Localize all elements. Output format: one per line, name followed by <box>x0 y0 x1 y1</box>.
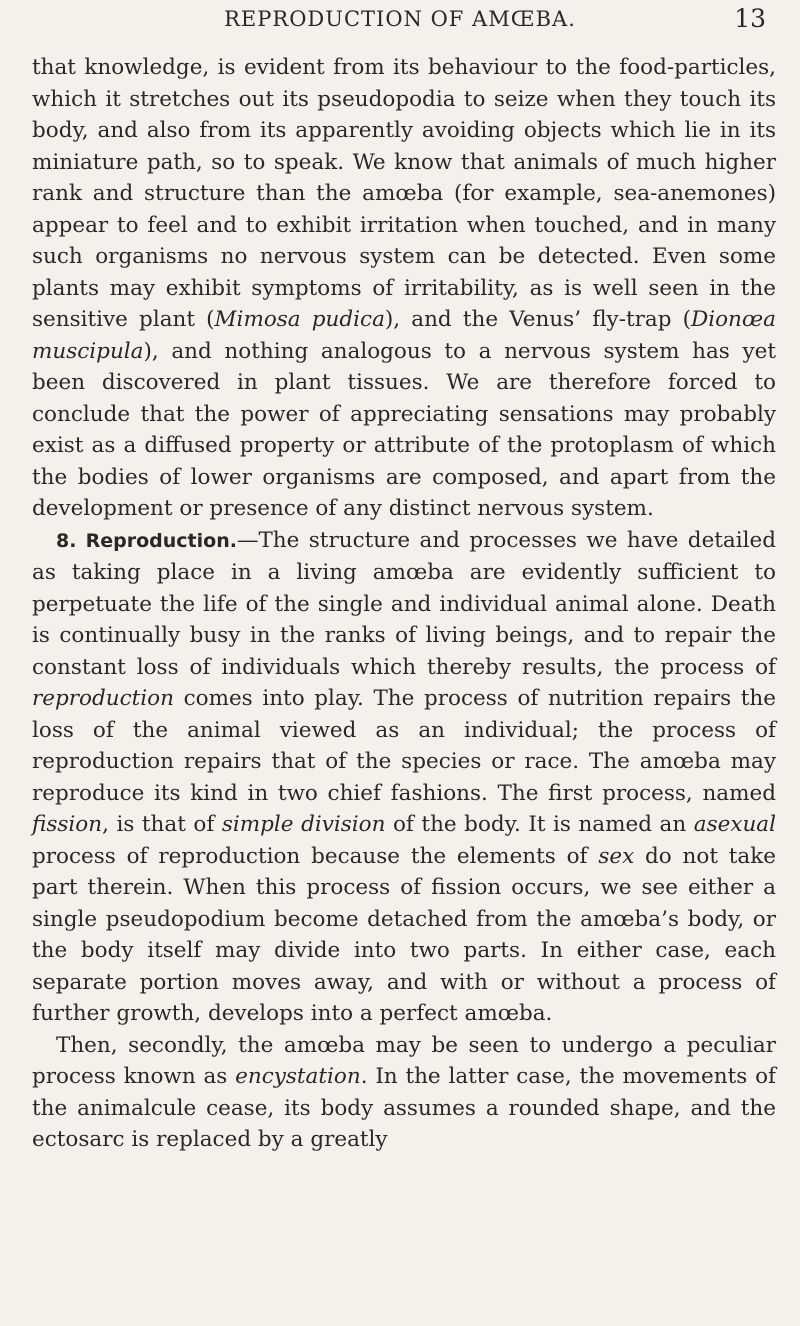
text-run: comes into play. The process of nutrition repairs the loss of the animal viewed as an individual; the process of reproduction repairs that of the species or race. The amœba may reproduce its kind in two chief fashions. The first process, named <box>32 686 776 806</box>
italic-term: asexual <box>693 812 776 837</box>
text-run: ), and the Venus’ fly-trap ( <box>384 307 691 332</box>
paragraph-reproduction <box>32 525 776 1030</box>
text-run: —The structure and processes we have detailed as taking place in a living amœba are evidently sufficient to perpetuate the life of the single and individual animal alone. Death is continually busy in the ranks of living beings, and to repair the constant loss of individuals which thereby results, the process of <box>32 527 776 680</box>
body-text <box>32 52 776 1156</box>
text-run: . In the latter case, the movements of the animalcule cease, its body assumes a rounded shape, and the ectosarc is replaced by a greatly <box>32 1064 776 1152</box>
italic-term: sex <box>598 843 635 869</box>
text-run: Then, secondly, the amœba may be seen to undergo a peculiar process known as <box>32 1032 776 1089</box>
paragraph-irritability <box>32 52 776 525</box>
text-run: ), and nothing analogous to a nervous system has yet been discovered in plant tissues. We are therefore forced to conclude that the power of appreciating sensations may probably exist as a diffused property or attribute of the protoplasm of which the bodies of lower organisms are composed, and apart from the development or presence of any distinct nervous system. <box>32 338 776 521</box>
italic-term: reproduction <box>32 686 174 711</box>
italic-term: simple division <box>221 812 386 837</box>
paragraph-encystation <box>32 1030 776 1156</box>
italic-term: Dionœa muscipula <box>32 307 776 364</box>
italic-term: Mimosa pudica <box>214 307 385 332</box>
text-run: do not take part therein. When this process of fission occurs, we see either a single pseudopodium become detached from the amœba’s body, or the body itself may divide into two parts. In either case, each separate portion moves away, and with or without a process of further growth, develops into a perfect amœba. <box>32 843 776 1026</box>
section-heading: 8. Reproduction. <box>56 529 237 552</box>
italic-term: fission <box>32 812 103 837</box>
running-title: REPRODUCTION OF AMŒBA. <box>224 7 576 31</box>
text-run: of the body. It is named an <box>385 812 694 837</box>
text-run: process of reproduction because the elements of <box>32 843 599 869</box>
text-run: , is that of <box>102 812 222 837</box>
page-number: 13 <box>734 4 766 33</box>
page-header <box>0 4 800 34</box>
italic-term: encystation <box>235 1064 361 1089</box>
text-run: that knowledge, is evident from its behaviour to the food-particles, which it stretches out its pseudopodia to seize when they touch its body, and also from its apparently avoiding objects which lie in its miniature path, so to speak. We know that animals of much higher rank and structure than the amœba (for example, sea-anemones) appear to feel and to exhibit irritation when touched, and in many such organisms no nervous system can be detected. Even some plants may exhibit symptoms of irritability, as is well seen in the sensitive plant ( <box>32 55 776 332</box>
